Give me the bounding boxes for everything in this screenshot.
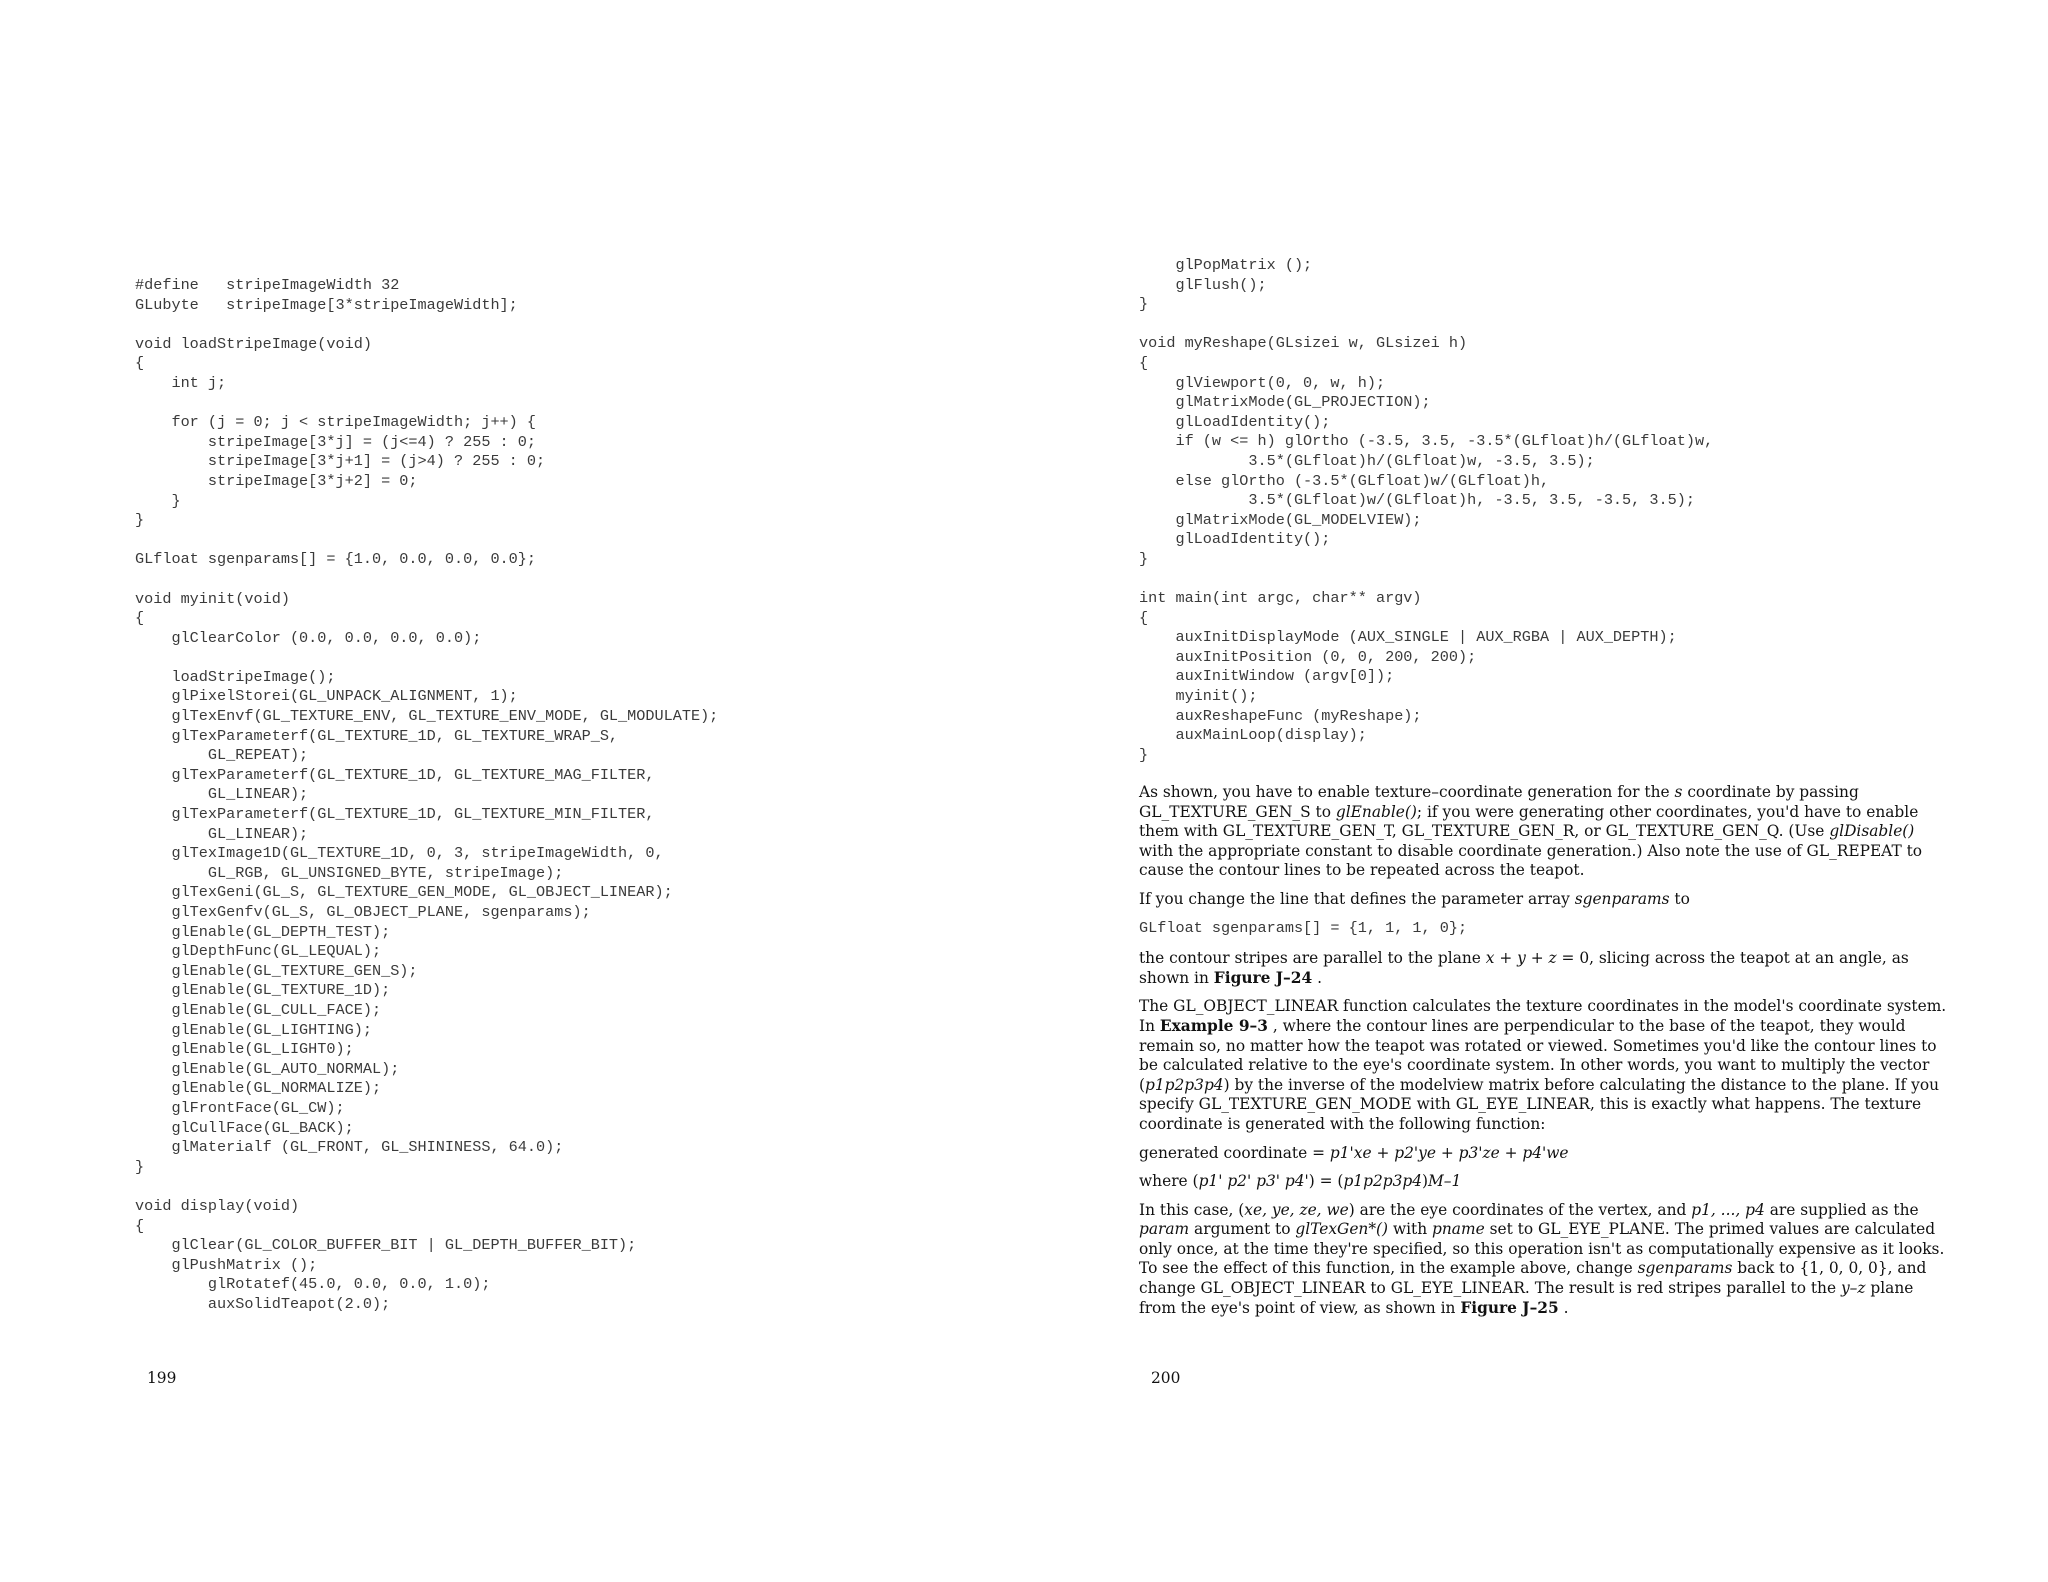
equation-generated-coordinate: [1139, 1144, 1949, 1164]
function-name: glEnable(): [1335, 802, 1417, 821]
text-run: generated coordinate =: [1139, 1143, 1330, 1162]
page-number-left: 199: [147, 1369, 177, 1387]
text-run: ) = (: [1308, 1172, 1344, 1191]
text-run: ) by the inverse of the modelview matrix before calculating the distance to the plane. If you specify GL_TEXTURE_GEN_MODE with GL_EYE_LINEAR, this is exactly what happens. The texture coordinate is generated with the following function:: [1139, 1075, 1940, 1133]
function-name: glDisable(): [1829, 822, 1915, 841]
text-run: argument to: [1189, 1220, 1296, 1239]
equation: p1' p2' p3' p4': [1198, 1172, 1309, 1191]
example-reference-link[interactable]: Example 9–3: [1159, 1016, 1268, 1035]
text-run: If you change the line that defines the parameter array: [1139, 889, 1575, 908]
figure-reference-link[interactable]: Figure J–24: [1213, 968, 1313, 987]
text-run: ; if you were generating other coordinates, you'd have to enable them with GL_TEXTURE_GEN_T, GL_TEXTURE_GEN_R, or GL_TEXTURE_GEN_Q. (Use: [1139, 802, 1919, 841]
inline-code-line: GLfloat sgenparams[] = {1, 1, 1, 0};: [1139, 918, 1468, 937]
text-run: The GL_OBJECT_LINEAR function calculates the texture coordinates in the model's coordinate system. In: [1139, 997, 1947, 1035]
text-run: ) are the eye coordinates of the vertex, and: [1348, 1200, 1692, 1219]
right-page: [1024, 0, 2048, 1582]
paragraph-change-line: [1139, 890, 1949, 910]
text-run-italic: sgenparams: [1637, 1259, 1733, 1278]
text-run: .: [1312, 968, 1322, 987]
text-run: the contour stripes are parallel to the plane: [1139, 949, 1486, 968]
text-run: .: [1558, 1298, 1569, 1317]
text-run: In this case, (: [1139, 1200, 1245, 1219]
text-run: = 0, slicing across the teapot at an angle, as shown in: [1139, 949, 1909, 987]
code-listing-right: glPopMatrix (); glFlush(); } void myReshape(GLsizei w, GLsizei h) { glViewport(0, 0, w, h); glMatrixMode(GL_PROJECTION); glLoadIdentity(); if (w <= h) glOrtho (-3.5, 3.5, -3.5*(GLfloat)h/(GLfloat)w, 3.5*(GLfloat)h/(GLfloat)w, -3.5, 3.5); else glOrtho (-3.5*(GLfloat)w/(GLfloat)h, 3.5*(GLfloat)w/(GLfloat)h, -3.5, 3.5, -3.5, 3.5); glMatrixMode(GL_MODELVIEW); glLoadIdentity(); } int main(int argc, char** argv) { auxInitDisplayMode (AUX_SINGLE | AUX_RGBA | AUX_DEPTH); auxInitPosition (0, 0, 200, 200); auxInitWindow (argv[0]); myinit(); auxReshapeFunc (myReshape); auxMainLoop(display); }: [1139, 256, 1714, 764]
text-run: plane from the eye's point of view, as shown in: [1139, 1279, 1914, 1317]
equation: p1'xe + p2'ye + p3'ze + p4'we: [1329, 1143, 1569, 1162]
figure-reference-link[interactable]: Figure J–25: [1460, 1298, 1559, 1317]
paragraph-texgen-enable: [1139, 783, 1949, 881]
equation: y–z: [1840, 1279, 1866, 1298]
text-run: to: [1669, 889, 1690, 908]
paragraph-eye-coordinates: [1139, 1201, 1949, 1319]
text-run: are supplied as the: [1764, 1200, 1919, 1219]
equation: p1p2p3p4: [1145, 1075, 1224, 1094]
equation: M–1: [1428, 1172, 1462, 1191]
text-run: with the appropriate constant to disable coordinate generation.) Also note the use of GL_REPEAT to cause the contour lines to be repeated across the teapot.: [1139, 841, 1923, 880]
paragraph-contour-stripes: [1139, 949, 1949, 988]
text-run: back to {1, 0, 0, 0}, and change GL_OBJECT_LINEAR to GL_EYE_LINEAR. The result is red stripes parallel to the: [1139, 1259, 1927, 1298]
page-number-right: 200: [1151, 1369, 1181, 1387]
text-run-italic: s: [1674, 783, 1683, 801]
text-run-italic: pname: [1432, 1220, 1485, 1239]
equation-where: [1139, 1172, 1949, 1192]
text-run: , where the contour lines are perpendicular to the base of the teapot, they would remain so, no matter how the teapot was rotated or viewed. Sometimes you'd like the contour lines to be calculated relative to the eye's coordinate system. In other words, you want to multiply the vector (: [1139, 1016, 1937, 1094]
equation: x + y + z: [1485, 949, 1557, 968]
text-run: coordinate by passing GL_TEXTURE_GEN_S to: [1139, 783, 1859, 821]
equation: p1, ..., p4: [1691, 1200, 1765, 1219]
equation: p1p2p3p4: [1343, 1172, 1423, 1191]
text-run: As shown, you have to enable texture–coordinate generation for the: [1139, 783, 1675, 801]
text-run: ): [1422, 1172, 1429, 1191]
equation: xe, ye, ze, we: [1244, 1200, 1349, 1219]
function-name: glTexGen*(): [1295, 1220, 1389, 1239]
text-run: where (: [1139, 1172, 1199, 1191]
text-run-italic: sgenparams: [1574, 889, 1670, 908]
text-run: with: [1388, 1220, 1433, 1239]
code-listing-left: #define stripeImageWidth 32 GLubyte stripeImage[3*stripeImageWidth]; void loadStripeImage(void) { int j; for (j = 0; j < stripeImageWidth; j++) { stripeImage[3*j] = (j<=4) ? 255 : 0; stripeImage[3*j+1] = (j>4) ? 255 : 0; stripeImage[3*j+2] = 0; } } GLfloat sgenparams[] = {1.0, 0.0, 0.0, 0.0}; void myinit(void) { glClearColor (0.0, 0.0, 0.0, 0.0); loadStripeImage(); glPixelStorei(GL_UNPACK_ALIGNMENT, 1); glTexEnvf(GL_TEXTURE_ENV, GL_TEXTURE_ENV_MODE, GL_MODULATE); glTexParameterf(GL_TEXTURE_1D, GL_TEXTURE_WRAP_S, GL_REPEAT); glTexParameterf(GL_TEXTURE_1D, GL_TEXTURE_MAG_FILTER, GL_LINEAR); glTexParameterf(GL_TEXTURE_1D, GL_TEXTURE_MIN_FILTER, GL_LINEAR); glTexImage1D(GL_TEXTURE_1D, 0, 3, stripeImageWidth, 0, GL_RGB, GL_UNSIGNED_BYTE, stripeImage); glTexGeni(GL_S, GL_TEXTURE_GEN_MODE, GL_OBJECT_LINEAR); glTexGenfv(GL_S, GL_OBJECT_PLANE, sgenparams); glEnable(GL_DEPTH_TEST); glDepthFunc(GL_LEQUAL); glEnable(GL_TEXTURE_GEN_S); glEnable(GL_TEXTURE_1D); glEnable(GL_CULL_FACE); glEnable(GL_LIGHTING); glEnable(GL_LIGHT0); glEnable(GL_AUTO_NORMAL); glEnable(GL_NORMALIZE); glFrontFace(GL_CW); glCullFace(GL_BACK); glMaterialf (GL_FRONT, GL_SHININESS, 64.0); } void display(void) { glClear(GL_COLOR_BUFFER_BIT | GL_DEPTH_BUFFER_BIT); glPushMatrix (); glRotatef(45.0, 0.0, 0.0, 1.0); auxSolidTeapot(2.0);: [135, 276, 719, 1313]
paragraph-object-linear: [1139, 997, 1949, 1134]
text-run: set to GL_EYE_PLANE. The primed values are calculated only once, at the time they're specified, so this operation isn't as computationally expensive as it looks. To see the effect of this function, in the example above, change: [1139, 1220, 1945, 1278]
body-text: [1139, 783, 1949, 1327]
text-run-italic: param: [1139, 1220, 1190, 1239]
